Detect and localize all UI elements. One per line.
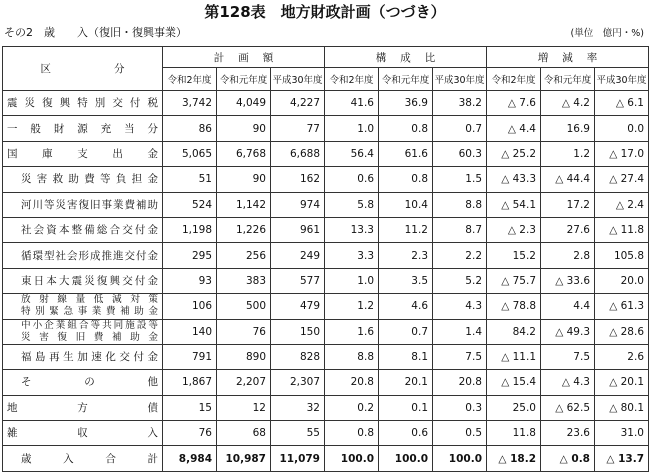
header-year: 平成30年度 — [271, 68, 325, 91]
cell-value: △ 2.3 — [487, 217, 541, 242]
header-category: 区 分 — [3, 47, 163, 91]
cell-value: 1.2 — [325, 294, 379, 319]
cell-value: 23.6 — [541, 421, 595, 446]
table-row — [3, 344, 649, 369]
cell-value: 17.2 — [541, 192, 595, 217]
cell-value: △ 4.2 — [541, 91, 595, 116]
cell-value: △ 27.4 — [595, 167, 649, 192]
cell-value: 8.7 — [433, 217, 487, 242]
cell-value: △ 4.3 — [541, 370, 595, 395]
cell-value: 479 — [271, 294, 325, 319]
row-label: 放射線量低減対策 特別緊急事業費補助金 — [3, 294, 163, 319]
header-change-rate: 増減率 — [487, 47, 649, 68]
cell-value: 7.5 — [433, 344, 487, 369]
row-label: 中小企業組合等共同施設等 災害復旧費補助金 — [3, 319, 163, 344]
cell-value: 4.4 — [541, 294, 595, 319]
cell-value: △ 80.1 — [595, 395, 649, 420]
table-row — [3, 395, 649, 420]
cell-value: 8.8 — [325, 344, 379, 369]
cell-value: △ 78.8 — [487, 294, 541, 319]
cell-value: 55 — [271, 421, 325, 446]
cell-value: 105.8 — [595, 243, 649, 268]
cell-value: △ 7.6 — [487, 91, 541, 116]
row-label: 災害救助費等負担金 — [3, 167, 163, 192]
cell-value: 31.0 — [595, 421, 649, 446]
row-label: 震災復興特別交付税 — [3, 91, 163, 116]
cell-value: △ 75.7 — [487, 268, 541, 293]
cell-value: 7.5 — [541, 344, 595, 369]
cell-value: 38.2 — [433, 91, 487, 116]
table-subtitle: その2 歳 入（復旧・復興事業） — [4, 26, 187, 39]
row-label: そ の 他 — [3, 370, 163, 395]
cell-value: 8,984 — [163, 446, 217, 471]
cell-value: 41.6 — [325, 91, 379, 116]
table-row — [3, 243, 649, 268]
cell-value: 2.8 — [541, 243, 595, 268]
cell-value: △ 18.2 — [487, 446, 541, 471]
cell-value: 77 — [271, 116, 325, 141]
cell-value: 61.6 — [379, 141, 433, 166]
cell-value: 6,688 — [271, 141, 325, 166]
cell-value: 8.1 — [379, 344, 433, 369]
cell-value: 27.6 — [541, 217, 595, 242]
cell-value: 791 — [163, 344, 217, 369]
cell-value: 577 — [271, 268, 325, 293]
cell-value: 2.3 — [379, 243, 433, 268]
cell-value: 162 — [271, 167, 325, 192]
cell-value: 249 — [271, 243, 325, 268]
cell-value: 13.3 — [325, 217, 379, 242]
cell-value: 4.3 — [433, 294, 487, 319]
table-row — [3, 319, 649, 344]
cell-value: 90 — [217, 167, 271, 192]
cell-value: 5,065 — [163, 141, 217, 166]
header-year: 令和元年度 — [217, 68, 271, 91]
cell-value: 0.0 — [595, 116, 649, 141]
cell-value: △ 43.3 — [487, 167, 541, 192]
header-row-groups — [3, 47, 649, 68]
cell-value: 5.2 — [433, 268, 487, 293]
cell-value: 20.1 — [379, 370, 433, 395]
cell-value: △ 11.1 — [487, 344, 541, 369]
header-year: 平成30年度 — [433, 68, 487, 91]
cell-value: 961 — [271, 217, 325, 242]
cell-value: △ 28.6 — [595, 319, 649, 344]
cell-value: 1.0 — [325, 116, 379, 141]
cell-value: 0.2 — [325, 395, 379, 420]
cell-value: 25.0 — [487, 395, 541, 420]
table-row — [3, 421, 649, 446]
cell-value: 93 — [163, 268, 217, 293]
row-label: 雑 収 入 — [3, 421, 163, 446]
cell-value: 36.9 — [379, 91, 433, 116]
cell-value: △ 2.4 — [595, 192, 649, 217]
cell-value: 256 — [217, 243, 271, 268]
cell-value: 0.8 — [379, 116, 433, 141]
cell-value: 100.0 — [433, 446, 487, 471]
cell-value: △ 20.1 — [595, 370, 649, 395]
cell-value: 2,207 — [217, 370, 271, 395]
cell-value: △ 0.8 — [541, 446, 595, 471]
header-plan-amount: 計画額 — [163, 47, 325, 68]
unit-note: (単位 億円・%) — [570, 28, 644, 39]
row-label: 社会資本整備総合交付金 — [3, 217, 163, 242]
cell-value: 974 — [271, 192, 325, 217]
row-label: 国庫支出金 — [3, 141, 163, 166]
cell-value: △ 44.4 — [541, 167, 595, 192]
cell-value: 100.0 — [325, 446, 379, 471]
cell-value: 11.8 — [487, 421, 541, 446]
cell-value: 68 — [217, 421, 271, 446]
cell-value: △ 54.1 — [487, 192, 541, 217]
cell-value: 3.3 — [325, 243, 379, 268]
header-year: 令和元年度 — [379, 68, 433, 91]
cell-value: 1.0 — [325, 268, 379, 293]
cell-value: 140 — [163, 319, 217, 344]
cell-value: 1,867 — [163, 370, 217, 395]
cell-value: 15.2 — [487, 243, 541, 268]
cell-value: 524 — [163, 192, 217, 217]
cell-value: 8.8 — [433, 192, 487, 217]
table-body — [3, 91, 649, 472]
cell-value: △ 13.7 — [595, 446, 649, 471]
cell-value: 0.8 — [379, 167, 433, 192]
cell-value: 0.5 — [433, 421, 487, 446]
cell-value: 16.9 — [541, 116, 595, 141]
header-year: 令和2年度 — [487, 68, 541, 91]
cell-value: 1,142 — [217, 192, 271, 217]
cell-value: 2.6 — [595, 344, 649, 369]
cell-value: 60.3 — [433, 141, 487, 166]
cell-value: 20.8 — [433, 370, 487, 395]
cell-value: 500 — [217, 294, 271, 319]
cell-value: 1.2 — [541, 141, 595, 166]
cell-value: 10,987 — [217, 446, 271, 471]
cell-value: 1.4 — [433, 319, 487, 344]
cell-value: 12 — [217, 395, 271, 420]
cell-value: △ 49.3 — [541, 319, 595, 344]
cell-value: 295 — [163, 243, 217, 268]
table-row — [3, 294, 649, 319]
cell-value: 11,079 — [271, 446, 325, 471]
cell-value: 20.8 — [325, 370, 379, 395]
header-composition: 構成比 — [325, 47, 487, 68]
cell-value: 383 — [217, 268, 271, 293]
cell-value: 56.4 — [325, 141, 379, 166]
cell-value: 0.6 — [379, 421, 433, 446]
cell-value: 10.4 — [379, 192, 433, 217]
cell-value: 3.5 — [379, 268, 433, 293]
cell-value: 0.8 — [325, 421, 379, 446]
row-label: 福島再生加速化交付金 — [3, 344, 163, 369]
cell-value: 828 — [271, 344, 325, 369]
header-year: 令和2年度 — [325, 68, 379, 91]
cell-value: 84.2 — [487, 319, 541, 344]
table-row — [3, 268, 649, 293]
row-label: 歳 入 合 計 — [3, 446, 163, 471]
row-label: 一般財源充当分 — [3, 116, 163, 141]
cell-value: 1,226 — [217, 217, 271, 242]
cell-value: 106 — [163, 294, 217, 319]
cell-value: 2.2 — [433, 243, 487, 268]
row-label: 地 方 債 — [3, 395, 163, 420]
cell-value: 6,768 — [217, 141, 271, 166]
cell-value: 76 — [163, 421, 217, 446]
revenue-table — [2, 46, 649, 472]
cell-value: 15 — [163, 395, 217, 420]
header-year: 令和元年度 — [541, 68, 595, 91]
cell-value: 150 — [271, 319, 325, 344]
cell-value: △ 62.5 — [541, 395, 595, 420]
table-row — [3, 370, 649, 395]
cell-value: 0.1 — [379, 395, 433, 420]
cell-value: 4,049 — [217, 91, 271, 116]
row-label: 東日本大震災復興交付金 — [3, 268, 163, 293]
cell-value: 20.0 — [595, 268, 649, 293]
cell-value: 5.8 — [325, 192, 379, 217]
total-row — [3, 446, 649, 471]
cell-value: 3,742 — [163, 91, 217, 116]
cell-value: △ 4.4 — [487, 116, 541, 141]
cell-value: 1,198 — [163, 217, 217, 242]
table-row — [3, 192, 649, 217]
table-row — [3, 91, 649, 116]
cell-value: 76 — [217, 319, 271, 344]
cell-value: △ 61.3 — [595, 294, 649, 319]
cell-value: 51 — [163, 167, 217, 192]
cell-value: △ 17.0 — [595, 141, 649, 166]
cell-value: △ 15.4 — [487, 370, 541, 395]
cell-value: 90 — [217, 116, 271, 141]
table-row — [3, 116, 649, 141]
cell-value: △ 11.8 — [595, 217, 649, 242]
cell-value: 4,227 — [271, 91, 325, 116]
cell-value: △ 6.1 — [595, 91, 649, 116]
row-label: 循環型社会形成推進交付金 — [3, 243, 163, 268]
cell-value: 0.6 — [325, 167, 379, 192]
table-row — [3, 141, 649, 166]
cell-value: △ 33.6 — [541, 268, 595, 293]
cell-value: 1.6 — [325, 319, 379, 344]
cell-value: 0.7 — [433, 116, 487, 141]
cell-value: 11.2 — [379, 217, 433, 242]
cell-value: 2,307 — [271, 370, 325, 395]
cell-value: △ 25.2 — [487, 141, 541, 166]
header-year: 平成30年度 — [595, 68, 649, 91]
cell-value: 1.5 — [433, 167, 487, 192]
row-label: 河川等災害復旧事業費補助 — [3, 192, 163, 217]
cell-value: 890 — [217, 344, 271, 369]
cell-value: 0.3 — [433, 395, 487, 420]
cell-value: 32 — [271, 395, 325, 420]
cell-value: 86 — [163, 116, 217, 141]
cell-value: 0.7 — [379, 319, 433, 344]
page-title: 第128表 地方財政計画（つづき） — [204, 3, 446, 21]
cell-value: 4.6 — [379, 294, 433, 319]
table-row — [3, 167, 649, 192]
table-row — [3, 217, 649, 242]
cell-value: 100.0 — [379, 446, 433, 471]
header-year: 令和2年度 — [163, 68, 217, 91]
